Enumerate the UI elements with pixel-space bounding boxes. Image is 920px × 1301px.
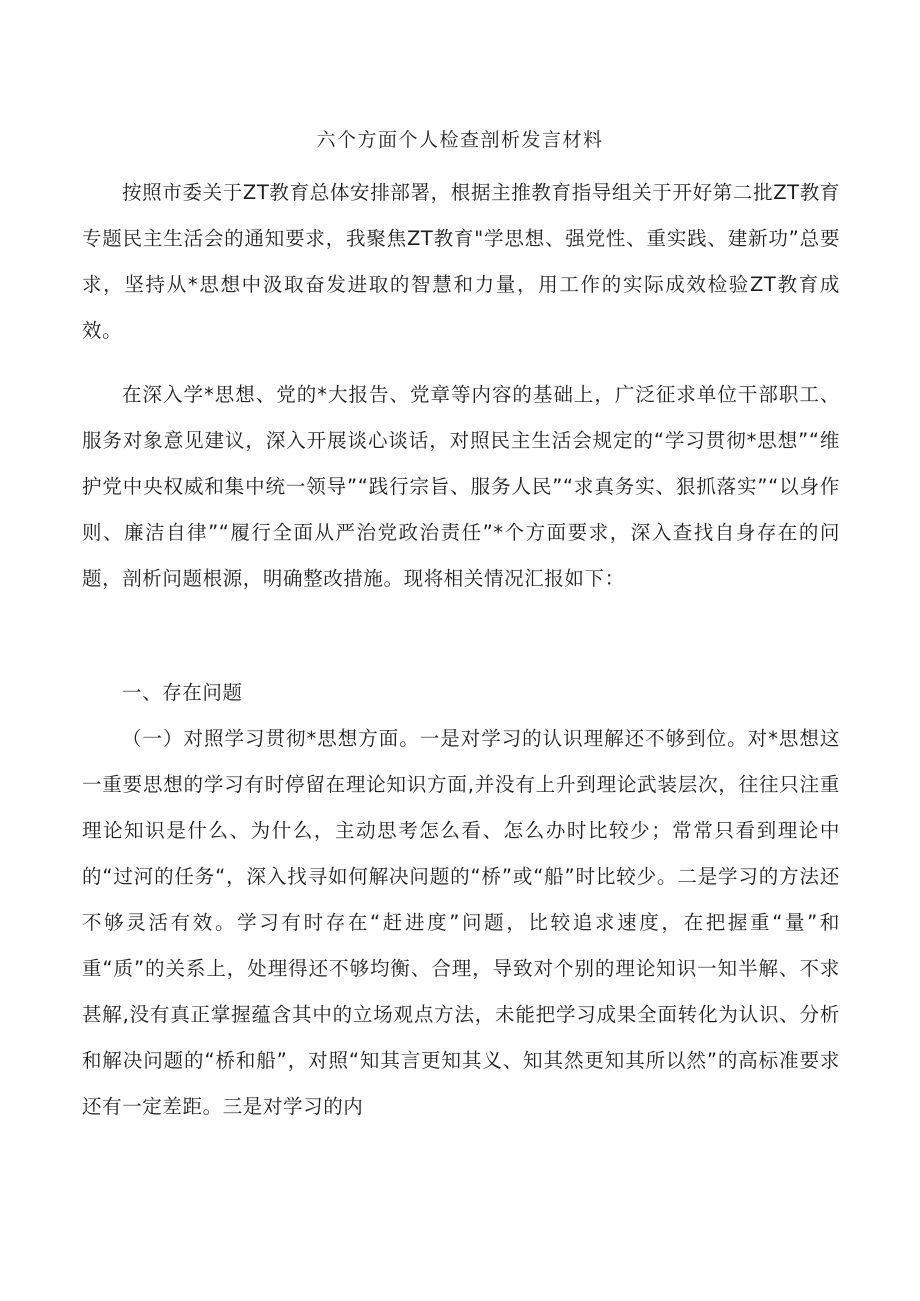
- document-title: 六个方面个人检查剖析发言材料: [316, 129, 604, 151]
- paragraph-study-aspect: （一）对照学习贯彻*思想方面。一是对学习的认识理解还不够到位。对*思想这一重要思想的学习有时停留在理论知识方面,并没有上升到理论武装层次，往往只注重理论知识是什么、为什么，主动思考怎么看、怎么办时比较少；常常只看到理论中的“过河的任务“，深入找寻如何解决问题的“桥”或“船”时比较少。二是学习的方法还不够灵活有效。学习有时存在“赶进度”问题，比较追求速度，在把握重“量”和重“质”的关系上，处理得还不够均衡、合理，导致对个别的理论知识一知半解、不求甚解,没有真正掌握蕴含其中的立场观点方法，未能把学习成果全面转化为认识、分析和解决问题的“桥和船”，对照“知其言更知其义、知其然更知其所以然”的高标准要求还有一定差距。三是对学习的内: [82, 727, 840, 1118]
- section-heading-problems: 一、存在问题: [122, 681, 243, 704]
- paragraph-intro: 按照市委关于ZT教育总体安排部署，根据主推教育指导组关于开好第二批ZT教育专题民主生活会的通知要求，我聚焦ZT教育"学思想、强党性、重实践、建新功”总要求，坚持从*思想中汲取奋发进取的智慧和力量，用工作的实际成效检验ZT教育成效。: [82, 181, 840, 342]
- paragraph-basis: 在深入学*思想、党的*大报告、党章等内容的基础上，广泛征求单位干部职工、服务对象意见建议，深入开展谈心谈话，对照民主生活会规定的“学习贯彻*思想”“维护党中央权威和集中统一领导”“践行宗旨、服务人民”“求真务实、狠抓落实”“以身作则、廉洁自律”“履行全面从严治党政治责任”*个方面要求，深入查找自身存在的问题，剖析问题根源，明确整改措施。现将相关情况汇报如下：: [82, 383, 840, 590]
